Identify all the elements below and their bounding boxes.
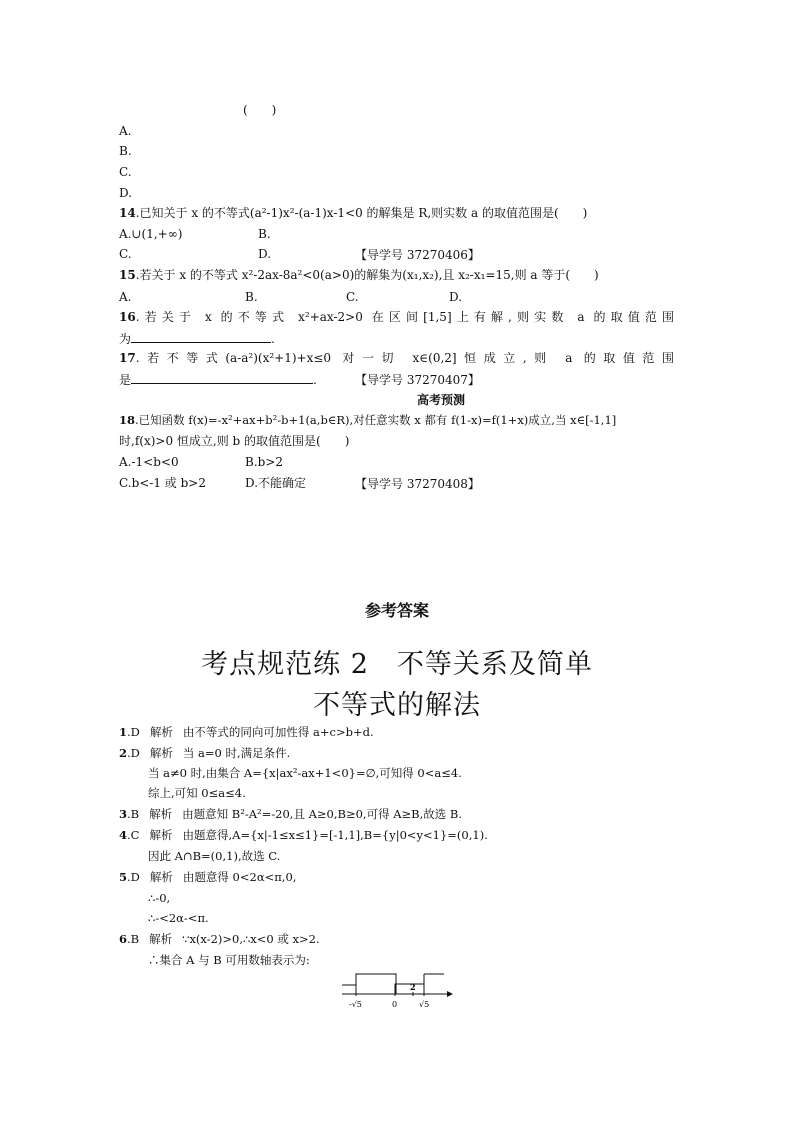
tick-label-two: 2 <box>410 982 416 992</box>
q14-reference: 【导学号 37270406】 <box>355 248 480 262</box>
q18-number: 18 <box>119 413 136 427</box>
q17-answer-blank <box>131 371 313 384</box>
q13-option-a: A. <box>119 124 132 138</box>
answer-6-step-2: ∴集合 A 与 B 可用数轴表示为: <box>148 953 310 967</box>
answer-label: 解析 <box>149 870 173 884</box>
axis-arrow-icon <box>447 991 453 997</box>
answer-number: 5 <box>119 870 128 884</box>
answer-5-step-3: ∴-<2α-<π. <box>148 911 209 925</box>
answer-number: 1 <box>119 725 128 739</box>
answer-2 <box>119 745 290 761</box>
q14-option-d: D. <box>258 247 272 261</box>
answer-label: 解析 <box>149 746 173 760</box>
q14-stem <box>119 205 587 221</box>
answer-number: 4 <box>119 828 128 842</box>
tick-label-zero: 0 <box>392 1000 398 1009</box>
q15-option-d: D. <box>449 290 463 304</box>
number-line-figure <box>340 968 455 1010</box>
answer-4 <box>119 827 488 843</box>
answer-4-conclusion: 因此 A∩B=(0,1),故选 C. <box>148 849 281 863</box>
gaokao-section-label: 高考预测 <box>417 393 466 407</box>
q14-text: .已知关于 x 的不等式(a²-1)x²-(a-1)x-1<0 的解集是 R,则实数 a 的取值范围是( ) <box>135 206 588 220</box>
tick-label-sqrt5: √5 <box>419 1000 430 1009</box>
q17-suffix: . <box>313 373 317 387</box>
page-title-line1: 考点规范练 2 不等关系及简单 <box>201 649 593 680</box>
q16-line1 <box>119 309 674 325</box>
q18-line2: 时,f(x)>0 恒成立,则 b 的取值范围是( ) <box>119 434 350 448</box>
q17-reference: 【导学号 37270407】 <box>355 373 480 387</box>
q15-text: .若关于 x 的不等式 x²-2ax-8a²<0(a>0)的解集为(x₁,x₂),且 x₂-x₁=15,则 a 等于( ) <box>135 268 599 282</box>
q13-option-c: C. <box>119 165 132 179</box>
answer-5-step-2: ∴-0, <box>148 891 171 905</box>
answer-letter: .B <box>127 932 140 946</box>
answer-2-conclusion: 综上,可知 0≤a≤4. <box>148 786 246 800</box>
answer-label: 解析 <box>149 932 173 946</box>
q16-line2 <box>119 330 275 347</box>
answer-letter: .D <box>127 725 140 739</box>
answer-label: 解析 <box>149 807 173 821</box>
q13-option-d: D. <box>119 186 133 200</box>
answer-text: 由不等式的同向可加性得 a+c>b+d. <box>182 725 374 739</box>
tick-label-neg-sqrt5: -√5 <box>349 1000 362 1009</box>
answer-text: 由题意得 0<2α<π,0, <box>182 870 297 884</box>
q18-option-d: D.不能确定 <box>245 476 307 490</box>
answer-3 <box>119 806 462 822</box>
answer-text: 由题意得,A={x|-1≤x≤1}=[-1,1],B={y|0<y<1}=(0,1). <box>182 828 488 842</box>
q15-number: 15 <box>119 268 136 282</box>
answer-label: 解析 <box>149 725 173 739</box>
q18-option-c: C.b<-1 或 b>2 <box>119 476 206 490</box>
q15-option-b: B. <box>245 290 258 304</box>
q18-option-a: A.-1<b<0 <box>119 455 179 469</box>
answer-2-step-2: 当 a≠0 时,由集合 A={x|ax²-ax+1<0}=∅,可知得 0<a≤4. <box>148 766 462 780</box>
q16-answer-blank <box>131 330 271 343</box>
q17-line1 <box>119 350 674 366</box>
answer-letter: .D <box>127 870 140 884</box>
q16-suffix: . <box>271 332 275 346</box>
q15-option-c: C. <box>346 290 359 304</box>
q18-text: .已知函数 f(x)=-x²+ax+b²-b+1(a,b∈R),对任意实数 x 都有 f(1-x)=f(1+x)成立,当 x∈[-1,1] <box>135 413 617 427</box>
answer-text: 由题意知 B²-A²=-20,且 A≥0,B≥0,可得 A≥B,故选 B. <box>182 807 463 821</box>
q16-prefix: 为 <box>119 332 132 346</box>
answer-number: 6 <box>119 932 128 946</box>
q18-line1 <box>119 412 616 428</box>
q15-option-a: A. <box>119 290 132 304</box>
page-title-line2: 不等式的解法 <box>313 690 481 721</box>
q17-number: 17 <box>119 351 136 365</box>
q18-reference: 【导学号 37270408】 <box>355 477 480 491</box>
q17-text: .若不等式(a-a²)(x²+1)+x≤0 对一切 x∈(0,2]恒成立,则 a 的取值范围 <box>135 351 674 365</box>
answer-5 <box>119 869 296 885</box>
answer-text: ∵x(x-2)>0,∴x<0 或 x>2. <box>182 932 320 946</box>
q13-option-b: B. <box>119 144 132 158</box>
answer-letter: .D <box>127 746 140 760</box>
q16-text: .若关于 x 的不等式 x²+ax-2>0 在区间[1,5]上有解,则实数 a 的取值范围 <box>135 310 674 324</box>
answer-number: 3 <box>119 807 128 821</box>
q17-prefix: 是 <box>119 373 132 387</box>
q14-option-c: C. <box>119 247 132 261</box>
q14-number: 14 <box>119 206 136 220</box>
q14-option-b: B. <box>258 227 271 241</box>
answer-text: 当 a=0 时,满足条件. <box>182 746 291 760</box>
q14-option-a: A.∪(1,+∞) <box>119 227 183 241</box>
answer-label: 解析 <box>149 828 173 842</box>
answer-heading: 参考答案 <box>364 601 429 620</box>
answer-number: 2 <box>119 746 128 760</box>
q16-number: 16 <box>119 310 136 324</box>
answer-1 <box>119 724 374 740</box>
q13-paren: ( ) <box>243 103 277 117</box>
answer-6 <box>119 931 320 947</box>
q18-option-b: B.b>2 <box>245 455 284 469</box>
set-a-bracket <box>356 974 396 994</box>
q17-line2 <box>119 371 317 388</box>
answer-letter: .C <box>127 828 140 842</box>
answer-letter: .B <box>127 807 140 821</box>
q15-stem <box>119 267 599 283</box>
